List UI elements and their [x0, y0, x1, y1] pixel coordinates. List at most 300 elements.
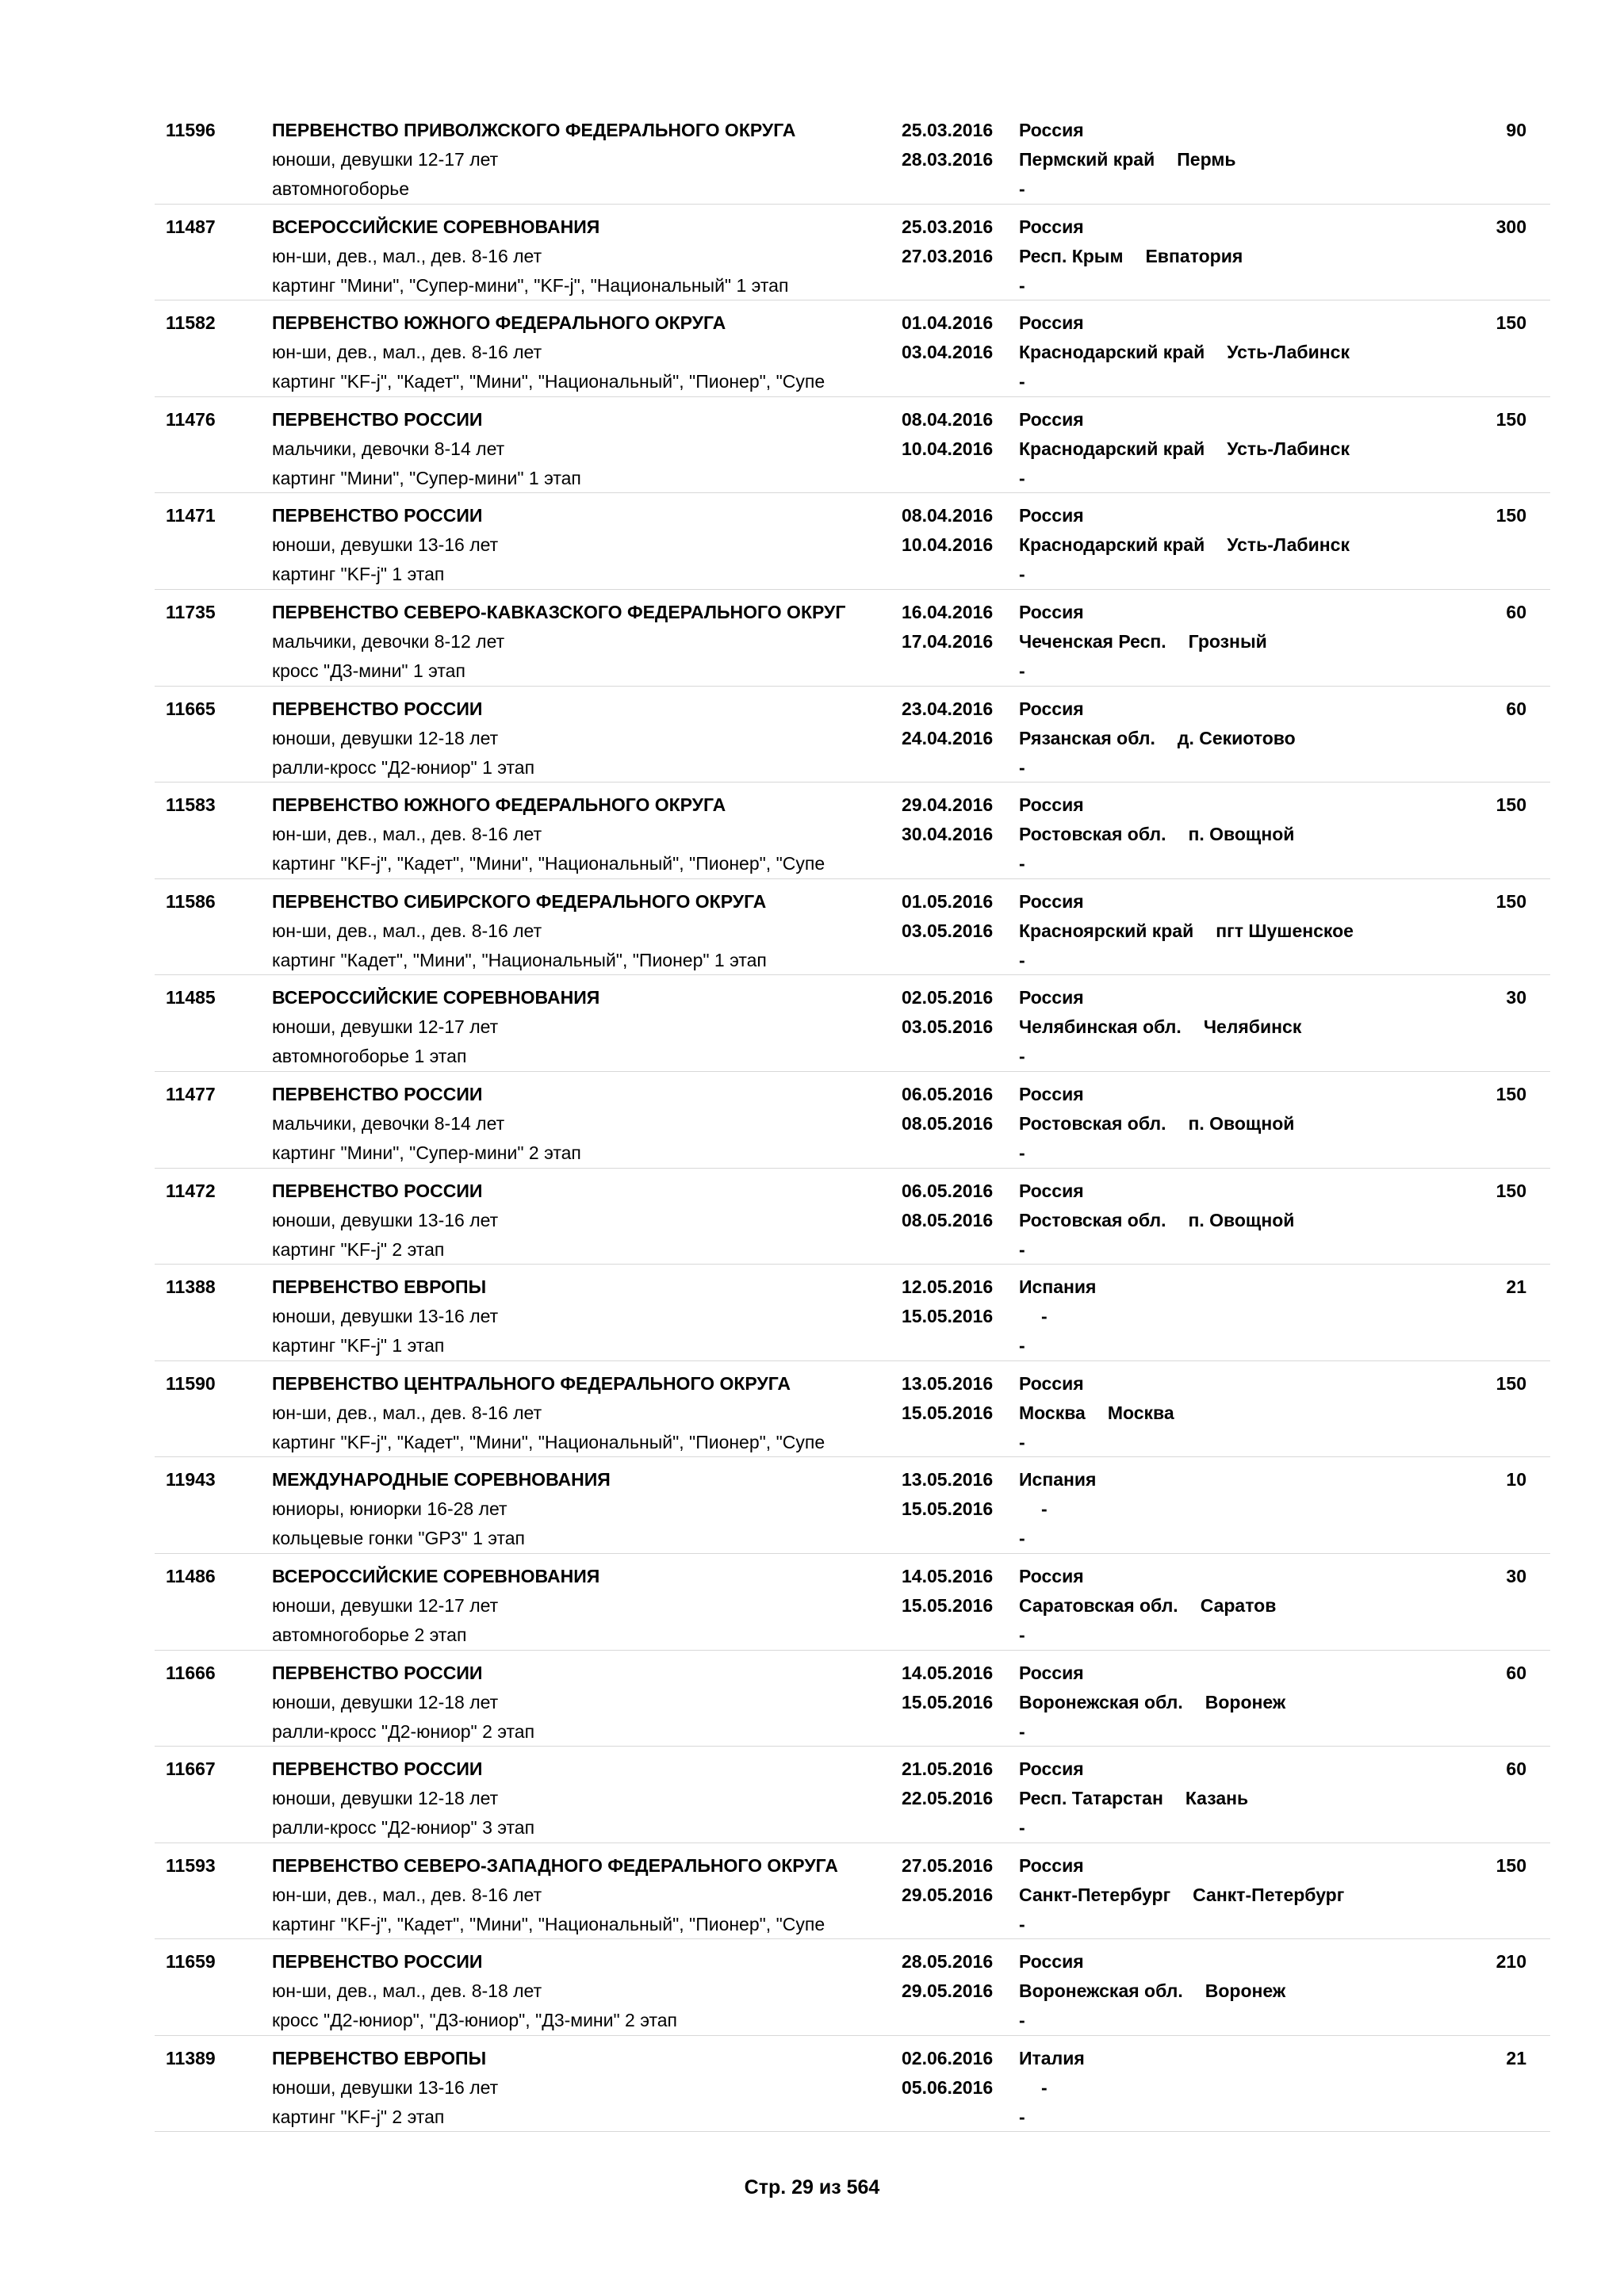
event-title: ВСЕРОССИЙСКИЕ СОРЕВНОВАНИЯ — [272, 1565, 600, 1586]
event-region: Пермский край — [1019, 149, 1155, 170]
event-dates — [902, 1369, 993, 1428]
event-region-city — [1019, 1206, 1294, 1235]
event-city: Евпатория — [1145, 245, 1243, 266]
event-participants: юноши, девушки 13-16 лет — [272, 534, 499, 556]
event-participant-count: 150 — [1496, 408, 1526, 430]
event-date-start: 06.05.2016 — [902, 1083, 994, 1104]
event-date-end: 03.04.2016 — [902, 342, 994, 363]
event-region-city — [1019, 1012, 1301, 1042]
event-participants: юноши, девушки 12-17 лет — [272, 1594, 499, 1616]
event-region-city — [1019, 1302, 1096, 1331]
event-discipline: кросс "Д3-мини" 1 этап — [272, 660, 465, 681]
event-location — [1019, 598, 1267, 686]
event-dates — [902, 405, 993, 464]
event-dash: - — [1019, 949, 1025, 970]
event-region-city — [1019, 145, 1235, 174]
event-region: Саратовская обл. — [1019, 1594, 1178, 1616]
event-region-city — [1019, 916, 1354, 946]
event-date-end: 10.04.2016 — [902, 534, 994, 556]
event-date-end: 03.05.2016 — [902, 1016, 994, 1038]
event-participant-count: 30 — [1506, 987, 1526, 1008]
event-city: Пермь — [1177, 149, 1236, 170]
event-row — [155, 397, 1550, 494]
event-dash: - — [1019, 1142, 1025, 1163]
event-region-city — [1019, 627, 1267, 656]
event-title: ПЕРВЕНСТВО СЕВЕРО-ЗАПАДНОГО ФЕДЕРАЛЬНОГО ОКРУГА — [272, 1854, 838, 1876]
event-participants: юн-ши, дев., мал., дев. 8-16 лет — [272, 342, 542, 363]
event-code: 11389 — [166, 2047, 216, 2068]
event-city: Усть-Лабинск — [1227, 534, 1350, 556]
event-dates — [902, 308, 993, 367]
event-title: ВСЕРОССИЙСКИЕ СОРЕВНОВАНИЯ — [272, 987, 600, 1008]
event-dash: - — [1019, 1913, 1025, 1934]
event-participant-count: 150 — [1496, 890, 1526, 912]
event-city: Челябинск — [1203, 1016, 1302, 1038]
event-city: пгт Шушенское — [1216, 920, 1354, 941]
event-title: ПЕРВЕНСТВО ЮЖНОГО ФЕДЕРАЛЬНОГО ОКРУГА — [272, 794, 726, 816]
event-dash: - — [1019, 178, 1025, 199]
event-dates — [902, 1755, 993, 1813]
event-participant-count: 150 — [1496, 794, 1526, 816]
event-row — [155, 1265, 1550, 1361]
event-discipline: картинг "KF-j", "Кадет", "Мини", "Национальный", "Пионер", "Супе — [272, 1913, 825, 1934]
event-row — [155, 1843, 1550, 1940]
event-dates — [902, 1562, 993, 1621]
event-region-city — [1019, 724, 1296, 753]
event-discipline: картинг "KF-j" 2 этап — [272, 1238, 445, 1260]
event-info — [272, 983, 906, 1071]
event-participant-count: 21 — [1506, 1276, 1526, 1298]
event-info — [272, 1755, 906, 1843]
event-location — [1019, 2044, 1085, 2132]
event-dash: - — [1019, 1624, 1025, 1645]
event-region-city — [1019, 1784, 1248, 1813]
event-location — [1019, 790, 1294, 878]
event-dash: - — [1019, 564, 1025, 585]
event-participants: юноши, девушки 13-16 лет — [272, 1209, 499, 1230]
event-row — [155, 1554, 1550, 1651]
event-participant-count: 60 — [1506, 1662, 1526, 1683]
event-region: Краснодарский край — [1019, 438, 1205, 459]
event-region: Ростовская обл. — [1019, 1209, 1166, 1230]
event-code: 11388 — [166, 1276, 216, 1298]
event-discipline: картинг "Мини", "Супер-мини" 2 этап — [272, 1142, 581, 1163]
event-participants: юноши, девушки 13-16 лет — [272, 2076, 499, 2098]
event-code: 11665 — [166, 698, 216, 719]
event-participants: юн-ши, дев., мал., дев. 8-16 лет — [272, 824, 542, 845]
event-row — [155, 2036, 1550, 2133]
event-discipline: кольцевые гонки "GP3" 1 этап — [272, 1528, 526, 1549]
event-date-end: 15.05.2016 — [902, 1306, 994, 1327]
event-region: Респ. Крым — [1019, 245, 1124, 266]
event-location — [1019, 695, 1296, 783]
event-discipline: картинг "KF-j" 1 этап — [272, 1335, 445, 1357]
event-discipline: ралли-кросс "Д2-юниор" 3 этап — [272, 1817, 535, 1839]
event-participants: юноши, девушки 12-18 лет — [272, 1788, 499, 1809]
event-date-start: 08.04.2016 — [902, 408, 994, 430]
event-country: Россия — [1019, 601, 1084, 622]
event-city: Санкт-Петербург — [1193, 1884, 1345, 1905]
event-discipline: автомногоборье — [272, 178, 410, 199]
event-participants: юн-ши, дев., мал., дев. 8-16 лет — [272, 920, 542, 941]
event-row — [155, 1072, 1550, 1169]
event-dates — [902, 1851, 993, 1910]
event-discipline: картинг "Мини", "Супер-мини", "KF-j", "Национальный" 1 этап — [272, 274, 789, 296]
event-date-end: 10.04.2016 — [902, 438, 994, 459]
event-country: Италия — [1019, 2047, 1085, 2068]
event-region-city — [1019, 1881, 1344, 1910]
event-dash: - — [1019, 1817, 1025, 1839]
event-city: п. Овощной — [1188, 1209, 1295, 1230]
event-country: Россия — [1019, 1951, 1084, 1973]
event-date-start: 12.05.2016 — [902, 1276, 994, 1298]
event-country: Россия — [1019, 1083, 1084, 1104]
event-city: п. Овощной — [1188, 1112, 1295, 1134]
event-dash: - — [1019, 1238, 1025, 1260]
event-dash: - — [1019, 1720, 1025, 1742]
event-info — [272, 1177, 906, 1265]
event-date-start: 02.06.2016 — [902, 2047, 994, 2068]
event-location — [1019, 1947, 1285, 2035]
event-location — [1019, 1272, 1096, 1360]
event-dates — [902, 1272, 993, 1331]
event-dates — [902, 887, 993, 946]
event-participant-count: 90 — [1506, 120, 1526, 140]
event-city: - — [1041, 1306, 1048, 1327]
event-dash: - — [1019, 756, 1025, 778]
event-dates — [902, 790, 993, 849]
event-dates — [902, 1080, 993, 1138]
event-dash: - — [1019, 1431, 1025, 1452]
event-code: 11583 — [166, 794, 216, 816]
event-participant-count: 10 — [1506, 1469, 1526, 1490]
event-participant-count: 150 — [1496, 505, 1526, 526]
event-country: Россия — [1019, 408, 1084, 430]
event-date-start: 21.05.2016 — [902, 1758, 994, 1780]
event-dates — [902, 212, 993, 271]
event-dates — [902, 1659, 993, 1717]
event-title: ПЕРВЕНСТВО РОССИИ — [272, 505, 483, 526]
event-row — [155, 1747, 1550, 1843]
event-dash: - — [1019, 853, 1025, 874]
event-location — [1019, 983, 1301, 1071]
event-code: 11487 — [166, 216, 216, 237]
event-date-start: 08.04.2016 — [902, 505, 994, 526]
event-region-city — [1019, 1494, 1096, 1524]
event-location — [1019, 1851, 1344, 1939]
event-location — [1019, 1562, 1276, 1650]
event-location — [1019, 212, 1243, 300]
event-date-start: 25.03.2016 — [902, 216, 994, 237]
event-region: Респ. Татарстан — [1019, 1788, 1163, 1809]
event-code: 11582 — [166, 312, 216, 334]
event-dates — [902, 2044, 993, 2103]
event-participants: юн-ши, дев., мал., дев. 8-16 лет — [272, 245, 542, 266]
event-dates — [902, 598, 993, 656]
event-city: д. Секиотово — [1177, 727, 1296, 748]
event-date-end: 08.05.2016 — [902, 1209, 994, 1230]
event-info — [272, 116, 906, 204]
event-country: Россия — [1019, 1662, 1084, 1683]
event-info — [272, 1851, 906, 1939]
event-date-end: 22.05.2016 — [902, 1788, 994, 1809]
event-region-city — [1019, 1688, 1285, 1717]
event-participants: юн-ши, дев., мал., дев. 8-16 лет — [272, 1884, 542, 1905]
event-info — [272, 405, 906, 493]
event-participant-count: 30 — [1506, 1565, 1526, 1586]
event-dash: - — [1019, 274, 1025, 296]
event-title: МЕЖДУНАРОДНЫЕ СОРЕВНОВАНИЯ — [272, 1469, 611, 1490]
event-info — [272, 695, 906, 783]
event-region-city — [1019, 1109, 1294, 1138]
event-title: ПЕРВЕНСТВО ПРИВОЛЖСКОГО ФЕДЕРАЛЬНОГО ОКРУГА — [272, 120, 796, 140]
event-region: Краснодарский край — [1019, 342, 1205, 363]
event-date-start: 13.05.2016 — [902, 1372, 994, 1394]
event-title: ПЕРВЕНСТВО РОССИИ — [272, 1758, 483, 1780]
event-discipline: картинг "Мини", "Супер-мини" 1 этап — [272, 467, 581, 488]
event-date-start: 29.04.2016 — [902, 794, 994, 816]
event-country: Россия — [1019, 120, 1084, 140]
event-title: ПЕРВЕНСТВО РОССИИ — [272, 698, 483, 719]
event-row — [155, 205, 1550, 301]
event-region: Чеченская Респ. — [1019, 630, 1166, 652]
event-region: Ростовская обл. — [1019, 824, 1166, 845]
event-row — [155, 1651, 1550, 1747]
event-participants: юноши, девушки 12-17 лет — [272, 149, 499, 170]
event-discipline: картинг "KF-j", "Кадет", "Мини", "Национальный", "Пионер", "Супе — [272, 371, 825, 392]
event-region-city — [1019, 1976, 1285, 2006]
page-footer: Стр. 29 из 564 — [744, 2176, 880, 2198]
event-country: Россия — [1019, 1565, 1084, 1586]
event-date-end: 30.04.2016 — [902, 824, 994, 845]
event-date-end: 15.05.2016 — [902, 1402, 994, 1423]
event-info — [272, 790, 906, 878]
event-participants: юн-ши, дев., мал., дев. 8-18 лет — [272, 1980, 542, 2002]
event-date-start: 02.05.2016 — [902, 987, 994, 1008]
event-title: ПЕРВЕНСТВО РОССИИ — [272, 1083, 483, 1104]
event-region: Санкт-Петербург — [1019, 1884, 1171, 1905]
event-date-start: 14.05.2016 — [902, 1662, 994, 1683]
events-list — [155, 108, 1550, 2132]
event-participant-count: 60 — [1506, 698, 1526, 719]
event-country: Россия — [1019, 698, 1084, 719]
event-dates — [902, 1177, 993, 1235]
event-city: Казань — [1185, 1788, 1249, 1809]
event-code: 11590 — [166, 1372, 216, 1394]
event-date-start: 14.05.2016 — [902, 1565, 994, 1586]
event-dash: - — [1019, 467, 1025, 488]
event-dates — [902, 983, 993, 1042]
event-title: ПЕРВЕНСТВО ЕВРОПЫ — [272, 1276, 487, 1298]
event-region-city — [1019, 338, 1350, 367]
event-country: Россия — [1019, 312, 1084, 334]
event-country: Россия — [1019, 1180, 1084, 1201]
event-info — [272, 501, 906, 589]
event-code: 11596 — [166, 120, 216, 140]
event-code: 11666 — [166, 1662, 216, 1683]
event-discipline: автомногоборье 2 этап — [272, 1624, 467, 1645]
event-title: ПЕРВЕНСТВО СИБИРСКОГО ФЕДЕРАЛЬНОГО ОКРУГА — [272, 890, 767, 912]
event-location — [1019, 887, 1354, 975]
event-country: Россия — [1019, 216, 1084, 237]
event-info — [272, 308, 906, 396]
event-participants: мальчики, девочки 8-12 лет — [272, 630, 505, 652]
event-participants: юноши, девушки 13-16 лет — [272, 1306, 499, 1327]
event-info — [272, 1369, 906, 1457]
event-info — [272, 1562, 906, 1650]
event-info — [272, 1947, 906, 2035]
event-participants: юноши, девушки 12-18 лет — [272, 1691, 499, 1712]
event-date-end: 15.05.2016 — [902, 1691, 994, 1712]
event-region: Ростовская обл. — [1019, 1112, 1166, 1134]
event-city: Усть-Лабинск — [1227, 438, 1350, 459]
event-region-city — [1019, 434, 1350, 464]
event-discipline: автомногоборье 1 этап — [272, 1046, 467, 1067]
event-country: Испания — [1019, 1469, 1097, 1490]
event-row — [155, 108, 1550, 205]
event-city: Грозный — [1188, 630, 1267, 652]
event-title: ПЕРВЕНСТВО ЕВРОПЫ — [272, 2047, 487, 2068]
event-region-city — [1019, 1399, 1174, 1428]
event-code: 11477 — [166, 1083, 216, 1104]
event-date-end: 15.05.2016 — [902, 1594, 994, 1616]
event-info — [272, 1465, 906, 1553]
event-location — [1019, 501, 1350, 589]
event-row — [155, 1457, 1550, 1554]
event-info — [272, 887, 906, 975]
event-row — [155, 1939, 1550, 2036]
event-dash: - — [1019, 1528, 1025, 1549]
event-date-end: 15.05.2016 — [902, 1498, 994, 1520]
event-code: 11943 — [166, 1469, 216, 1490]
event-city: п. Овощной — [1188, 824, 1295, 845]
event-dates — [902, 1947, 993, 2006]
event-country: Россия — [1019, 987, 1084, 1008]
event-participants: юноши, девушки 12-18 лет — [272, 727, 499, 748]
event-location — [1019, 1177, 1294, 1265]
event-location — [1019, 1080, 1294, 1168]
event-row — [155, 300, 1550, 397]
event-region: Рязанская обл. — [1019, 727, 1155, 748]
event-title: ВСЕРОССИЙСКИЕ СОРЕВНОВАНИЯ — [272, 216, 600, 237]
event-city: - — [1041, 2076, 1048, 2098]
event-date-end: 29.05.2016 — [902, 1884, 994, 1905]
event-region: Краснодарский край — [1019, 534, 1205, 556]
event-date-end: 05.06.2016 — [902, 2076, 994, 2098]
event-country: Испания — [1019, 1276, 1097, 1298]
event-discipline: картинг "KF-j" 1 этап — [272, 564, 445, 585]
event-location — [1019, 1659, 1285, 1747]
event-region: Москва — [1019, 1402, 1086, 1423]
event-code: 11471 — [166, 505, 216, 526]
event-dash: - — [1019, 1046, 1025, 1067]
event-country: Россия — [1019, 1758, 1084, 1780]
event-region-city — [1019, 820, 1294, 849]
event-row — [155, 687, 1550, 783]
event-location — [1019, 1755, 1248, 1843]
event-city: Москва — [1107, 1402, 1174, 1423]
event-dates — [902, 1465, 993, 1524]
event-participants: юноши, девушки 12-17 лет — [272, 1016, 499, 1038]
event-location — [1019, 1465, 1096, 1553]
event-participant-count: 150 — [1496, 1083, 1526, 1104]
event-discipline: картинг "Кадет", "Мини", "Национальный", "Пионер" 1 этап — [272, 949, 767, 970]
event-country: Россия — [1019, 794, 1084, 816]
event-row — [155, 879, 1550, 976]
event-date-start: 27.05.2016 — [902, 1854, 994, 1876]
event-date-end: 27.03.2016 — [902, 245, 994, 266]
event-title: ПЕРВЕНСТВО РОССИИ — [272, 1951, 483, 1973]
event-region-city — [1019, 1591, 1276, 1621]
event-dash: - — [1019, 371, 1025, 392]
event-discipline: ралли-кросс "Д2-юниор" 2 этап — [272, 1720, 535, 1742]
event-title: ПЕРВЕНСТВО ЦЕНТРАЛЬНОГО ФЕДЕРАЛЬНОГО ОКРУГА — [272, 1372, 791, 1394]
event-date-start: 28.05.2016 — [902, 1951, 994, 1973]
event-row — [155, 975, 1550, 1072]
event-location — [1019, 116, 1235, 204]
event-dash: - — [1019, 2106, 1025, 2127]
event-date-start: 16.04.2016 — [902, 601, 994, 622]
event-code: 11586 — [166, 890, 216, 912]
event-dash: - — [1019, 660, 1025, 681]
event-discipline: кросс "Д2-юниор", "Д3-юниор", "Д3-мини" 2 этап — [272, 2010, 677, 2031]
event-region: Красноярский край — [1019, 920, 1194, 941]
event-participants: мальчики, девочки 8-14 лет — [272, 1112, 505, 1134]
event-code: 11486 — [166, 1565, 216, 1586]
event-participant-count: 150 — [1496, 1372, 1526, 1394]
event-date-start: 01.04.2016 — [902, 312, 994, 334]
event-row — [155, 783, 1550, 879]
event-city: Воронеж — [1205, 1980, 1286, 2002]
event-country: Россия — [1019, 890, 1084, 912]
event-title: ПЕРВЕНСТВО СЕВЕРО-КАВКАЗСКОГО ФЕДЕРАЛЬНОГО ОКРУГ — [272, 601, 846, 622]
event-code: 11735 — [166, 601, 216, 622]
event-date-start: 25.03.2016 — [902, 120, 994, 140]
event-info — [272, 598, 906, 686]
event-date-end: 29.05.2016 — [902, 1980, 994, 2002]
event-participants: мальчики, девочки 8-14 лет — [272, 438, 505, 459]
event-date-end: 24.04.2016 — [902, 727, 994, 748]
event-region: Воронежская обл. — [1019, 1691, 1183, 1712]
event-code: 11593 — [166, 1854, 216, 1876]
event-row — [155, 1361, 1550, 1458]
event-code: 11485 — [166, 987, 216, 1008]
event-city: Воронеж — [1205, 1691, 1286, 1712]
event-date-start: 23.04.2016 — [902, 698, 994, 719]
event-participant-count: 60 — [1506, 601, 1526, 622]
event-region-city — [1019, 2073, 1085, 2103]
event-code: 11472 — [166, 1180, 216, 1201]
event-participant-count: 150 — [1496, 1180, 1526, 1201]
event-location — [1019, 1369, 1174, 1457]
event-participants: юниоры, юниорки 16-28 лет — [272, 1498, 508, 1520]
event-date-start: 13.05.2016 — [902, 1469, 994, 1490]
event-city: Саратов — [1200, 1594, 1277, 1616]
event-discipline: картинг "KF-j", "Кадет", "Мини", "Национальный", "Пионер", "Супе — [272, 853, 825, 874]
event-participant-count: 60 — [1506, 1758, 1526, 1780]
event-participant-count: 300 — [1496, 216, 1526, 237]
event-info — [272, 1272, 906, 1360]
event-title: ПЕРВЕНСТВО РОССИИ — [272, 408, 483, 430]
event-info — [272, 212, 906, 300]
event-title: ПЕРВЕНСТВО РОССИИ — [272, 1662, 483, 1683]
event-country: Россия — [1019, 1854, 1084, 1876]
event-participant-count: 210 — [1496, 1951, 1526, 1973]
event-location — [1019, 405, 1350, 493]
event-dash: - — [1019, 2010, 1025, 2031]
event-code: 11476 — [166, 408, 216, 430]
event-row — [155, 590, 1550, 687]
